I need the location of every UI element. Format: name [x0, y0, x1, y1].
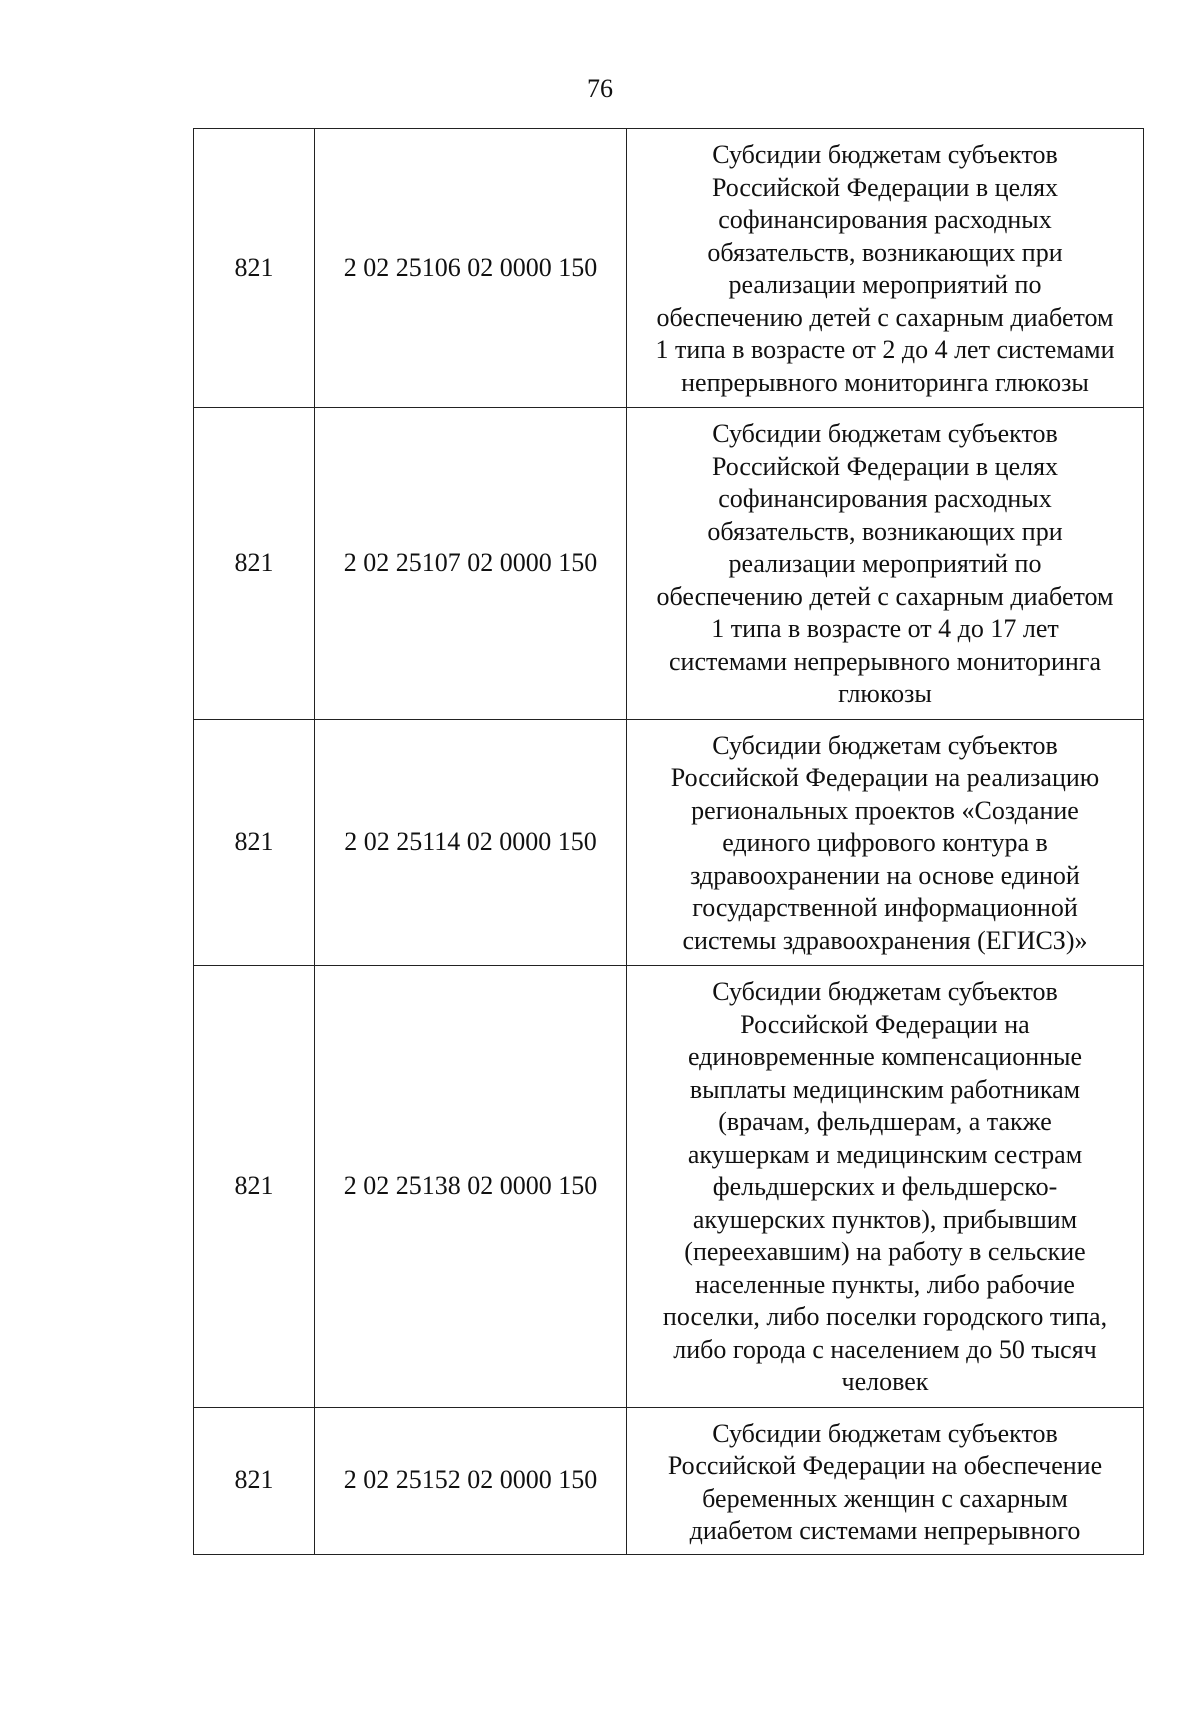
- income-name-line: единого цифрового контура в: [722, 828, 1048, 857]
- income-name-cell: [627, 1407, 1144, 1554]
- income-code-cell: 2 02 25107 02 0000 150: [315, 408, 627, 720]
- income-name-line: Российской Федерации на: [740, 1009, 1030, 1039]
- income-name-line: единовременные компенсационные: [687, 1042, 1083, 1071]
- income-name-line: обеспечению детей с сахарным диабетом: [656, 302, 1114, 332]
- income-name-cell: [627, 408, 1144, 720]
- table-row: [194, 129, 1144, 408]
- income-name-line: государственной информационной: [692, 893, 1078, 922]
- income-name-line: здравоохранении на основе единой: [690, 860, 1080, 890]
- income-name-line: региональных проектов «Создание: [691, 795, 1079, 825]
- income-name-line: (врачам, фельдшерам, а также: [718, 1107, 1052, 1136]
- budget-codes-table: [193, 128, 1144, 1555]
- admin-code-cell: 821: [194, 1407, 315, 1554]
- admin-code-cell: 821: [194, 129, 315, 408]
- income-name-line: либо города с населением до 50 тысяч: [673, 1334, 1097, 1364]
- table-row: [194, 966, 1144, 1408]
- admin-code-cell: 821: [194, 408, 315, 720]
- income-name-line: Российской Федерации на обеспечение: [667, 1451, 1103, 1480]
- table-row: [194, 719, 1144, 966]
- income-name-line: Субсидии бюджетам субъектов: [712, 730, 1058, 760]
- income-code-cell: 2 02 25138 02 0000 150: [315, 966, 627, 1408]
- admin-code-cell: 821: [194, 966, 315, 1408]
- income-name-line: непрерывного мониторинга глюкозы: [681, 367, 1089, 397]
- income-name-line: диабетом системами непрерывного: [689, 1516, 1081, 1545]
- table-row: [194, 1407, 1144, 1554]
- income-name-line: Российской Федерации в целях: [711, 451, 1059, 481]
- income-name-line: системами непрерывного мониторинга: [669, 646, 1101, 676]
- income-name-line: реализации мероприятий по: [728, 270, 1042, 299]
- income-name-line: обеспечению детей с сахарным диабетом: [656, 581, 1114, 611]
- income-name-line: фельдшерских и фельдшерско-: [712, 1172, 1058, 1201]
- income-name-line: обязательств, возникающих при: [707, 516, 1063, 546]
- income-name-line: Субсидии бюджетам субъектов: [712, 977, 1058, 1006]
- income-code-cell: 2 02 25106 02 0000 150: [315, 129, 627, 408]
- income-name-line: софинансирования расходных: [718, 205, 1052, 234]
- income-name-line: 1 типа в возрасте от 2 до 4 лет системами: [655, 335, 1115, 364]
- income-name-line: выплаты медицинским работникам: [689, 1074, 1081, 1104]
- income-name-line: (переехавшим) на работу в сельские: [684, 1237, 1086, 1266]
- income-name-cell: [627, 719, 1144, 966]
- income-name-line: Субсидии бюджетам субъектов: [712, 140, 1058, 169]
- income-name-line: поселки, либо поселки городского типа,: [662, 1302, 1108, 1331]
- income-name-line: Российской Федерации на реализацию: [670, 763, 1100, 792]
- table-row: [194, 408, 1144, 720]
- income-name-line: реализации мероприятий по: [728, 549, 1042, 578]
- income-name-cell: [627, 129, 1144, 408]
- admin-code-cell: 821: [194, 719, 315, 966]
- income-name-line: Субсидии бюджетам субъектов: [712, 419, 1058, 448]
- income-code-cell: 2 02 25152 02 0000 150: [315, 1407, 627, 1554]
- income-name-line: софинансирования расходных: [718, 484, 1052, 513]
- income-code-cell: 2 02 25114 02 0000 150: [315, 719, 627, 966]
- income-name-line: Субсидии бюджетам субъектов: [712, 1418, 1058, 1448]
- income-name-line: человек: [841, 1367, 929, 1396]
- income-name-line: акушерских пунктов), прибывшим: [692, 1204, 1078, 1234]
- income-name-line: населенные пункты, либо рабочие: [695, 1269, 1075, 1299]
- income-name-line: Российской Федерации в целях: [711, 172, 1059, 202]
- income-name-line: акушеркам и медицинским сестрам: [687, 1139, 1083, 1169]
- income-name-line: глюкозы: [838, 679, 932, 708]
- income-name-line: обязательств, возникающих при: [707, 237, 1063, 267]
- income-name-cell: [627, 966, 1144, 1408]
- page-number: 76: [587, 74, 613, 103]
- income-name-line: беременных женщин с сахарным: [702, 1483, 1068, 1513]
- income-name-line: 1 типа в возрасте от 4 до 17 лет: [711, 614, 1059, 643]
- income-name-line: системы здравоохранения (ЕГИСЗ)»: [682, 925, 1088, 955]
